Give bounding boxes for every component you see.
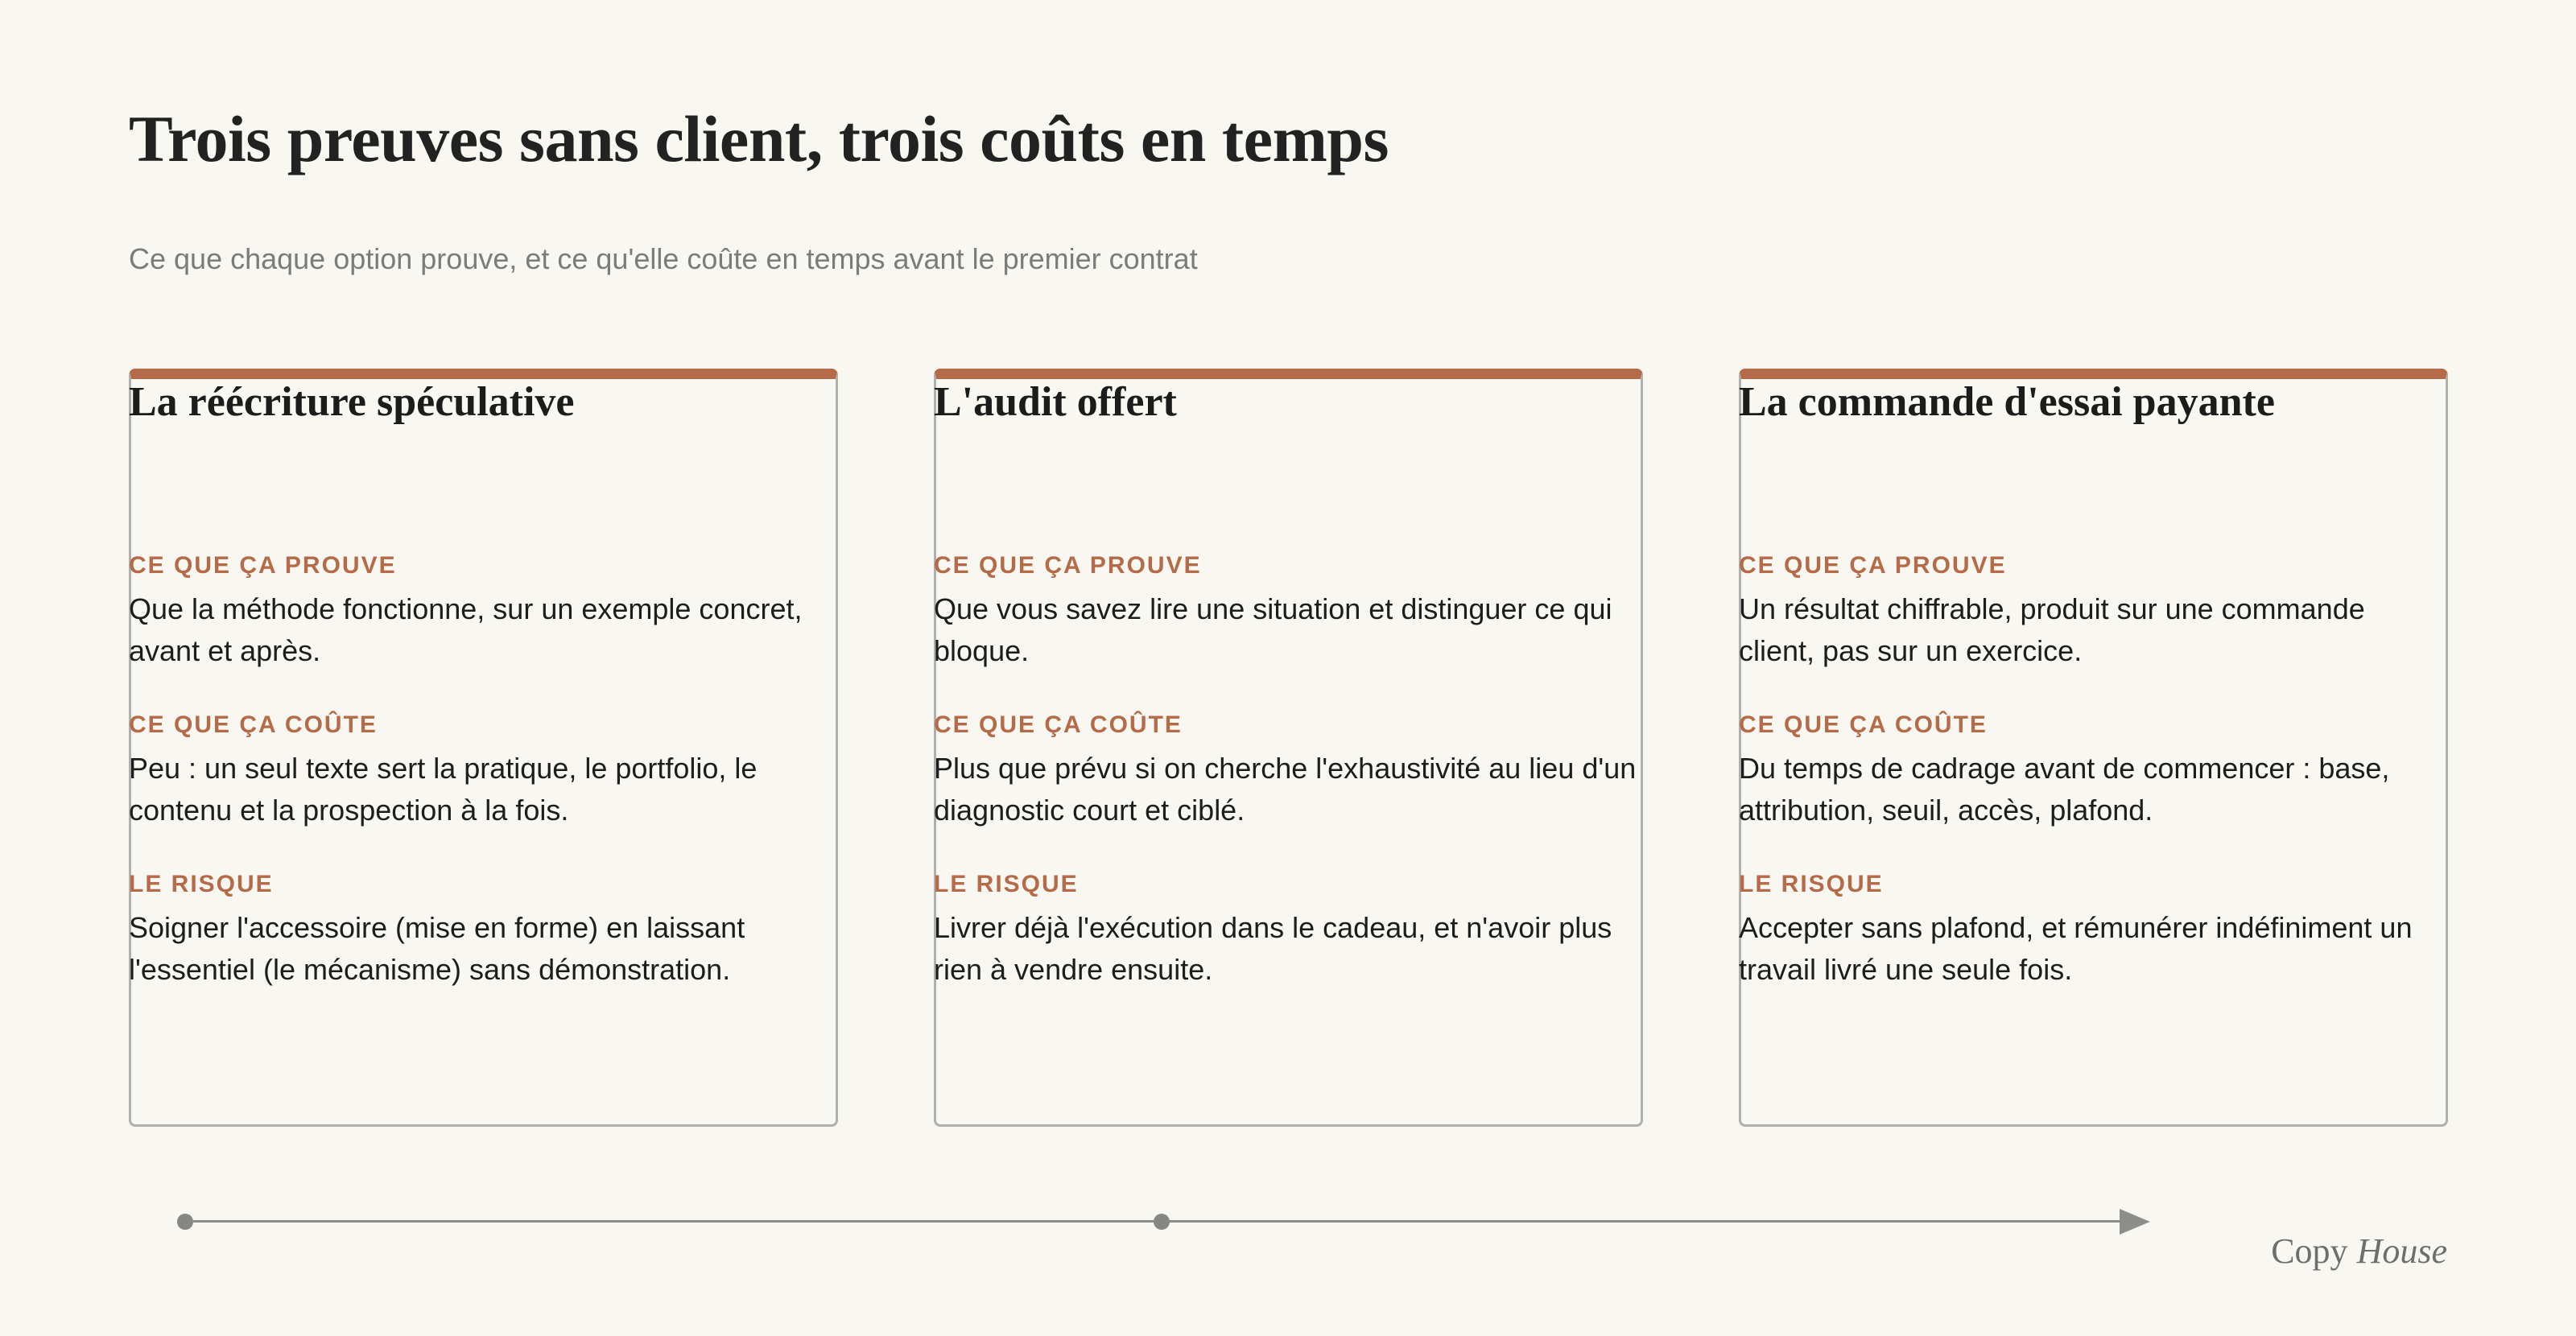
brand-name-italic: House [2356,1231,2447,1271]
section-proves [934,548,1642,672]
card-paid-trial [1739,369,2448,1127]
card-title: La commande d'essai payante [1739,379,2275,425]
card-speculative-rewrite [129,369,838,1127]
arrow-head-icon [2120,1209,2150,1235]
card-free-audit [934,369,1643,1127]
section-text: Du temps de cadrage avant de commencer : base, attribution, seuil, accès, plafond. [1739,752,2390,827]
section-text: Peu : un seul texte sert la pratique, le portfolio, le contenu et la prospection à la fois. [129,752,758,827]
section-label: LE RISQUE [1739,871,1884,897]
section-risk [1739,867,2447,991]
brand-logo [2271,1223,2447,1280]
section-risk [129,867,837,991]
timeline-arrow [177,1201,2157,1241]
timeline-dot [1154,1214,1170,1230]
section-proves [129,548,837,672]
section-label: LE RISQUE [934,871,1079,897]
card-title: La réécriture spéculative [129,379,575,425]
section-text: Livrer déjà l'exécution dans le cadeau, et n'avoir plus rien à vendre ensuite. [934,911,1612,986]
section-text: Que la méthode fonctionne, sur un exemple concret, avant et après. [129,592,803,667]
section-risk [934,867,1642,991]
section-costs [129,707,837,831]
page-subtitle: Ce que chaque option prouve, et ce qu'elle coûte en temps avant le premier contrat [129,242,1198,275]
section-label: CE QUE ÇA PROUVE [1739,552,2007,579]
section-label: CE QUE ÇA PROUVE [129,552,397,579]
timeline-dot [177,1214,193,1230]
options-cards [129,369,2447,1127]
section-label: CE QUE ÇA COÛTE [129,711,378,738]
section-label: CE QUE ÇA PROUVE [934,552,1202,579]
section-costs [1739,707,2447,831]
section-text: Plus que prévu si on cherche l'exhaustivité au lieu d'un diagnostic court et ciblé. [934,752,1637,827]
card-title: L'audit offert [934,379,1177,425]
section-text: Que vous savez lire une situation et distinguer ce qui bloque. [934,592,1612,667]
section-label: CE QUE ÇA COÛTE [1739,711,1988,738]
section-label: CE QUE ÇA COÛTE [934,711,1183,738]
section-label: LE RISQUE [129,871,274,897]
section-text: Soigner l'accessoire (mise en forme) en laissant l'essentiel (le mécanisme) sans démonstration. [129,911,745,986]
section-proves [1739,548,2447,672]
page-title: Trois preuves sans client, trois coûts en temps [129,102,1389,175]
section-text: Un résultat chiffrable, produit sur une commande client, pas sur un exercice. [1739,592,2365,667]
section-costs [934,707,1642,831]
brand-name: Copy [2271,1231,2348,1271]
section-text: Accepter sans plafond, et rémunérer indéfiniment un travail livré une seule fois. [1739,911,2413,986]
